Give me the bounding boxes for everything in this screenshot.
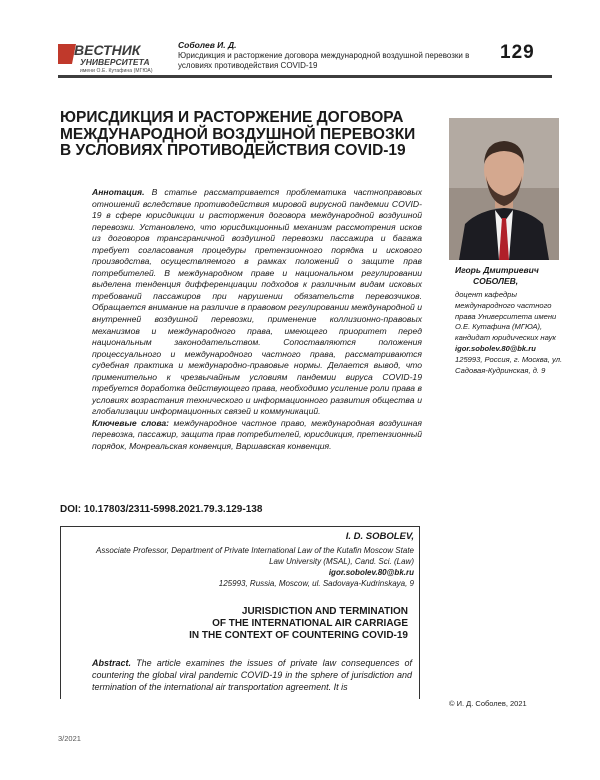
title-en-line2: OF THE INTERNATIONAL AIR CARRIAGE bbox=[212, 618, 408, 629]
author-en-position: Associate Professor, Department of Private International Law of the Kutafin Moscow State Law University (MSAL), Cand. Sci. (Law) bbox=[96, 546, 414, 566]
abstract-label: Аннотация. bbox=[92, 187, 145, 197]
abstract-en bbox=[92, 657, 412, 693]
author-en-affiliation bbox=[84, 545, 414, 589]
author-ru-position: доцент кафедры международного частного права Университета имени О.Е. Кутафина (МГЮА), кандидат юридических наук bbox=[455, 290, 557, 343]
journal-logo-graphic bbox=[58, 38, 168, 68]
title-en-line3: IN THE CONTEXT OF COUNTERING COVID-19 bbox=[189, 630, 408, 641]
author-en-name: I. D. SOBOLEV, bbox=[345, 531, 414, 542]
author-ru-email[interactable]: igor.sobolev.80@bk.ru bbox=[455, 343, 536, 353]
title-en-line1: JURISDICTION AND TERMINATION bbox=[241, 606, 408, 617]
author-ru-name bbox=[455, 265, 565, 287]
author-ru-name-line2: СОБОЛЕВ, bbox=[473, 276, 519, 286]
abstract-ru bbox=[92, 187, 422, 453]
keywords-label: Ключевые слова: bbox=[92, 417, 170, 428]
running-title: Юрисдикция и расторжение договора международной воздушной перевозки в условиях противодействия COVID-19 bbox=[178, 51, 470, 70]
keywords-text: международное частное право, международная воздушная перевозка, пассажир, защита прав потребителей, юрисдикция, претензионный порядок, Монреальская конвенция, Варшавская конвенция. bbox=[92, 417, 422, 452]
author-portrait-image bbox=[449, 118, 559, 260]
page-number: 129 bbox=[500, 42, 535, 63]
abstract-en-label: Abstract. bbox=[92, 658, 132, 668]
article-title: ЮРИСДИКЦИЯ И РАСТОРЖЕНИЕ ДОГОВОРА МЕЖДУНАРОДНОЙ ВОЗДУШНОЙ ПЕРЕВОЗКИ В УСЛОВИЯХ ПРОТИВОДЕЙСТВИЯ COVID-19 bbox=[60, 109, 416, 159]
logo-word: ВЕСТНИК bbox=[74, 42, 141, 58]
copyright: © И. Д. Соболев, 2021 bbox=[449, 699, 527, 708]
author-ru-address: 125993, Россия, г. Москва, ул. Садовая-Кудринская, д. 9 bbox=[455, 354, 563, 375]
logo-word2: УНИВЕРСИТЕТА bbox=[80, 57, 150, 67]
abstract-en-text: The article examines the issues of private law consequences of countering the global viral pandemic COVID-19 in the sphere of jurisdiction and termination of the international air transportation agreement. It is bbox=[92, 658, 412, 692]
running-author: Соболев И. Д. bbox=[178, 40, 237, 50]
author-ru-name-line1: Игорь Дмитриевич bbox=[455, 265, 539, 275]
logo-subtitle: имени О.Е. Кутафина (МГЮА) bbox=[80, 68, 153, 74]
author-photo bbox=[449, 118, 559, 260]
author-en-address: 125993, Russia, Moscow, ul. Sadovaya-Kudrinskaya, 9 bbox=[218, 579, 414, 588]
journal-logo bbox=[58, 38, 168, 72]
author-ru-info bbox=[455, 290, 567, 376]
abstract-text: В статье рассматривается проблематика частноправовых отношений вследствие противодействия мировой вирусной пандемии COVID-19 в сфере юрисдикции и расторжения договора международной воздушной перевозки. Установлено, что юрисдикционный механизм рассмотрения исков из договоров трансграничной воздушной перевозки пассажира и багажа требует согласования процедуры претензионного порядка и искового производства, осуществляемого в рамках положений о защите прав потребителей. В международном праве и национальном регулировании выделена тенденция дифференциации подходов к различным видам исковых требований пассажиров при нарушении обязательств перевозчиков. Обращается внимание на различие в правовом регулировании международной и внутренней воздушной перевозки, применение коллизионно-правовых механизмов и международного права, имеющего приоритет перед национальным законодательством. Сопоставляются положения процессуального и международного частного права, рассматриваются судебная практика и международно-правовые нормы. Делается вывод, что применительно к чрезвычайным условиям пандемии вируса COVID-19 требуется доработка действующего права, необходимо усиление роли права в условиях возрастания технического и информационного развития общества и глобализации информационных связей и коммуникаций. bbox=[92, 187, 422, 417]
issue-footer: 3/2021 bbox=[58, 734, 81, 743]
doi: DOI: 10.17803/2311-5998.2021.79.3.129-138 bbox=[60, 504, 263, 515]
header-rule bbox=[58, 75, 552, 78]
author-en-email[interactable]: igor.sobolev.80@bk.ru bbox=[328, 568, 414, 577]
article-title-en bbox=[60, 606, 418, 642]
